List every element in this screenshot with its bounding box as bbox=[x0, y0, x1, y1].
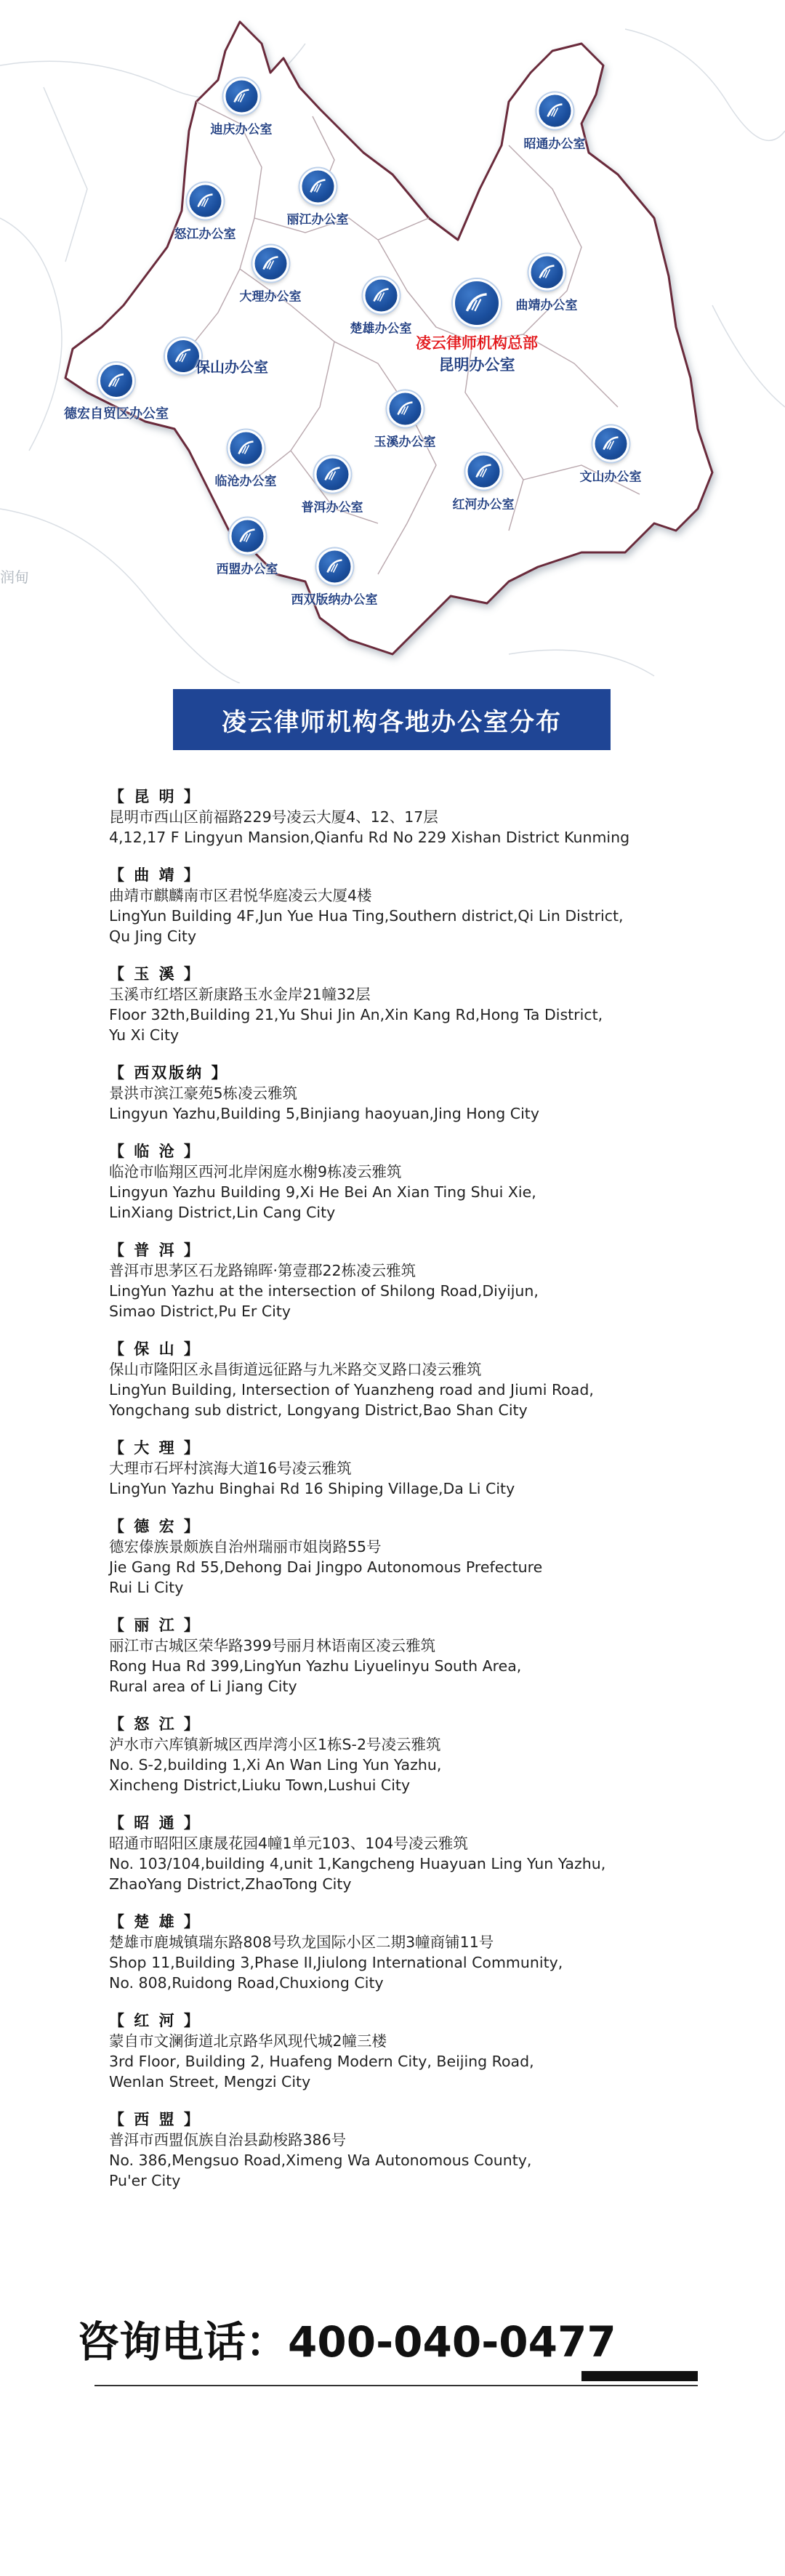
address-city: 【 西 盟 】 bbox=[109, 2111, 201, 2128]
address-city: 【 丽 江 】 bbox=[109, 1617, 201, 1634]
address-line: LingYun Building, Intersection of Yuanzheng road and Jiumi Road, bbox=[109, 1381, 594, 1398]
address-line: 玉溪市红塔区新康路玉水金岸21幢32层 bbox=[109, 986, 371, 1003]
office-icon bbox=[363, 278, 399, 314]
address-line: No. 386,Mengsuo Road,Ximeng Wa Autonomous County, bbox=[109, 2152, 532, 2169]
address-city: 【 西双版纳 】 bbox=[109, 1064, 229, 1082]
hotline-accent-bar bbox=[581, 2371, 698, 2381]
hq-title: 凌云律师机构总部 bbox=[416, 334, 538, 352]
office-marker-nujiang[interactable] bbox=[174, 183, 236, 242]
office-label-baoshan: 保山办公室 bbox=[196, 358, 268, 376]
office-label-puer: 普洱办公室 bbox=[301, 500, 363, 515]
address-city: 【 红 河 】 bbox=[109, 2012, 201, 2029]
address-entry bbox=[109, 1912, 734, 1993]
office-label-lijiang: 丽江办公室 bbox=[286, 212, 349, 228]
address-entry bbox=[109, 865, 734, 946]
address-line: Wenlan Street, Mengzi City bbox=[109, 2073, 311, 2090]
address-line: 曲靖市麒麟南市区君悦华庭凌云大厦4楼 bbox=[109, 887, 372, 904]
office-marker-baoshan[interactable] bbox=[165, 338, 268, 376]
address-entry bbox=[109, 2109, 734, 2191]
office-label-yuxi: 玉溪办公室 bbox=[374, 435, 436, 450]
address-city: 【 大 理 】 bbox=[109, 1439, 201, 1457]
address-city: 【 昆 明 】 bbox=[109, 788, 201, 805]
office-marker-ximeng[interactable] bbox=[217, 518, 278, 577]
office-marker-chuxiong[interactable] bbox=[350, 278, 412, 337]
office-marker-zhaotong[interactable] bbox=[524, 93, 586, 152]
address-line: Shop 11,Building 3,Phase II,Jiulong International Community, bbox=[109, 1954, 563, 1971]
address-line: 泸水市六库镇新城区西岸湾小区1栋S-2号凌云雅筑 bbox=[109, 1736, 441, 1753]
address-line: Qu Jing City bbox=[109, 927, 197, 945]
address-entry bbox=[109, 1615, 734, 1696]
address-line: Lingyun Yazhu,Building 5,Binjiang haoyuan,Jing Hong City bbox=[109, 1105, 539, 1122]
hotline-underline bbox=[94, 2385, 698, 2386]
address-line: 楚雄市鹿城镇瑞东路808号玖龙国际小区二期3幢商铺11号 bbox=[109, 1933, 494, 1951]
office-label-lincang: 临沧办公室 bbox=[214, 474, 277, 489]
address-city: 【 临 沧 】 bbox=[109, 1143, 201, 1160]
office-marker-lijiang[interactable] bbox=[287, 169, 349, 228]
address-entry bbox=[109, 786, 734, 848]
office-marker-wenshan[interactable] bbox=[580, 426, 642, 485]
address-entry bbox=[109, 1813, 734, 1894]
office-label-honghe: 红河办公室 bbox=[452, 497, 515, 512]
address-city: 【 昭 通 】 bbox=[109, 1814, 201, 1832]
hotline-text: 咨询电话：400-040-0477 bbox=[77, 2317, 616, 2367]
office-icon bbox=[98, 363, 134, 399]
office-marker-puer[interactable] bbox=[302, 456, 363, 515]
address-line: No. 103/104,building 4,unit 1,Kangcheng Huayuan Ling Yun Yazhu, bbox=[109, 1855, 606, 1872]
office-label-wenshan: 文山办公室 bbox=[579, 470, 642, 485]
address-city: 【 楚 雄 】 bbox=[109, 1913, 201, 1931]
yunnan-office-map bbox=[0, 0, 785, 683]
office-marker-yuxi[interactable] bbox=[374, 391, 436, 450]
address-line: 德宏傣族景颇族自治州瑞丽市姐岗路55号 bbox=[109, 1538, 382, 1555]
office-marker-dehong[interactable] bbox=[64, 363, 169, 422]
address-entry bbox=[109, 2011, 734, 2092]
office-label-zhaotong: 昭通办公室 bbox=[523, 137, 586, 152]
address-line: 蒙自市文澜街道北京路华风现代城2幢三楼 bbox=[109, 2032, 387, 2050]
address-city: 【 保 山 】 bbox=[109, 1340, 201, 1358]
address-entry bbox=[109, 1063, 734, 1124]
map-edge-text: 润甸 bbox=[0, 568, 29, 586]
address-line: LingYun Yazhu at the intersection of Shilong Road,Diyijun, bbox=[109, 1282, 539, 1300]
address-line: LingYun Yazhu Binghai Rd 16 Shiping Village,Da Li City bbox=[109, 1480, 515, 1497]
address-line: No. 808,Ruidong Road,Chuxiong City bbox=[109, 1974, 384, 1992]
address-line: Rong Hua Rd 399,LingYun Yazhu Liyuelinyu South Area, bbox=[109, 1657, 522, 1675]
office-icon bbox=[299, 169, 336, 205]
address-entry bbox=[109, 1141, 734, 1223]
office-label-chuxiong: 楚雄办公室 bbox=[350, 321, 412, 337]
address-line: Yu Xi City bbox=[109, 1026, 180, 1044]
address-line: ZhaoYang District,ZhaoTong City bbox=[109, 1875, 352, 1893]
office-marker-diqing[interactable] bbox=[211, 79, 273, 137]
address-line: LingYun Building 4F,Jun Yue Hua Ting,Southern district,Qi Lin District, bbox=[109, 907, 624, 925]
office-icon bbox=[252, 246, 289, 282]
address-line: 4,12,17 F Lingyun Mansion,Qianfu Rd No 229 Xishan District Kunming bbox=[109, 829, 630, 846]
address-line: 昆明市西山区前福路229号凌云大厦4、12、17层 bbox=[109, 808, 438, 826]
office-marker-honghe[interactable] bbox=[453, 454, 515, 512]
address-line: Xincheng District,Liuku Town,Lushui City bbox=[109, 1776, 411, 1794]
office-marker-lincang[interactable] bbox=[215, 430, 277, 489]
office-icon bbox=[387, 391, 423, 427]
address-city: 【 曲 靖 】 bbox=[109, 866, 201, 884]
yunnan-map-outline bbox=[0, 0, 785, 683]
address-line: No. S-2,building 1,Xi An Wan Ling Yun Yazhu, bbox=[109, 1756, 442, 1774]
address-line: 保山市隆阳区永昌街道远征路与九米路交叉路口凌云雅筑 bbox=[109, 1361, 482, 1378]
address-entry bbox=[109, 964, 734, 1045]
office-icon bbox=[229, 518, 265, 555]
office-label-qujing: 曲靖办公室 bbox=[515, 298, 578, 313]
address-line: 普洱市思茅区石龙路锦晖·第壹郡22栋凌云雅筑 bbox=[109, 1262, 416, 1279]
address-line: Simao District,Pu Er City bbox=[109, 1303, 291, 1320]
office-label-ximeng: 西盟办公室 bbox=[216, 562, 278, 577]
hq-subtitle: 昆明办公室 bbox=[438, 356, 515, 374]
section-banner: 凌云律师机构各地办公室分布 bbox=[173, 689, 611, 750]
address-entry bbox=[109, 1516, 734, 1598]
office-label-diqing: 迪庆办公室 bbox=[210, 122, 273, 137]
office-label-nujiang: 怒江办公室 bbox=[174, 227, 236, 242]
address-line: 3rd Floor, Building 2, Huafeng Modern City, Beijing Road, bbox=[109, 2053, 534, 2070]
office-icon bbox=[314, 456, 350, 493]
address-line: 丽江市古城区荣华路399号丽月林语南区凌云雅筑 bbox=[109, 1637, 436, 1654]
address-line: Floor 32th,Building 21,Yu Shui Jin An,Xin Kang Rd,Hong Ta District, bbox=[109, 1006, 603, 1023]
office-label-xishuangbanna: 西双版纳办公室 bbox=[291, 592, 378, 608]
address-line: LinXiang District,Lin Cang City bbox=[109, 1204, 336, 1221]
office-marker-dali[interactable] bbox=[240, 246, 302, 305]
address-entry bbox=[109, 1714, 734, 1795]
office-icon bbox=[536, 93, 573, 129]
office-icon bbox=[465, 454, 502, 490]
office-address-list bbox=[109, 786, 734, 2208]
office-marker-xishuangbanna[interactable] bbox=[291, 549, 378, 608]
address-line: Rural area of Li Jiang City bbox=[109, 1678, 297, 1695]
office-icon bbox=[223, 79, 259, 115]
address-line: 景洪市滨江豪苑5栋凌云雅筑 bbox=[109, 1084, 298, 1102]
address-line: 临沧市临翔区西河北岸闲庭水榭9栋凌云雅筑 bbox=[109, 1163, 402, 1180]
office-icon bbox=[592, 426, 629, 462]
address-line: Yongchang sub district, Longyang District,Bao Shan City bbox=[109, 1401, 528, 1419]
address-entry bbox=[109, 1438, 734, 1499]
address-line: Lingyun Yazhu Building 9,Xi He Bei An Xian Ting Shui Xie, bbox=[109, 1183, 536, 1201]
address-line: Pu'er City bbox=[109, 2172, 181, 2189]
hq-icon bbox=[453, 279, 501, 327]
address-entry bbox=[109, 1240, 734, 1321]
address-city: 【 德 宏 】 bbox=[109, 1518, 201, 1535]
address-city: 【 普 洱 】 bbox=[109, 1241, 201, 1259]
office-icon bbox=[228, 430, 264, 467]
address-city: 【 怒 江 】 bbox=[109, 1715, 201, 1733]
office-label-dehong: 德宏自贸区办公室 bbox=[64, 406, 169, 422]
address-line: 大理市石坪村滨海大道16号凌云雅筑 bbox=[109, 1460, 352, 1477]
office-icon bbox=[316, 549, 353, 585]
address-line: 普洱市西盟佤族自治县勐梭路386号 bbox=[109, 2131, 347, 2149]
office-icon bbox=[187, 183, 223, 220]
address-line: 昭通市昭阳区康晟花园4幢1单元103、104号凌云雅筑 bbox=[109, 1835, 468, 1852]
address-city: 【 玉 溪 】 bbox=[109, 965, 201, 983]
address-line: Rui Li City bbox=[109, 1579, 184, 1596]
office-marker-hq-kunming[interactable] bbox=[416, 279, 538, 375]
address-entry bbox=[109, 1339, 734, 1420]
office-label-dali: 大理办公室 bbox=[239, 289, 302, 305]
address-line: Jie Gang Rd 55,Dehong Dai Jingpo Autonomous Prefecture bbox=[109, 1558, 543, 1576]
